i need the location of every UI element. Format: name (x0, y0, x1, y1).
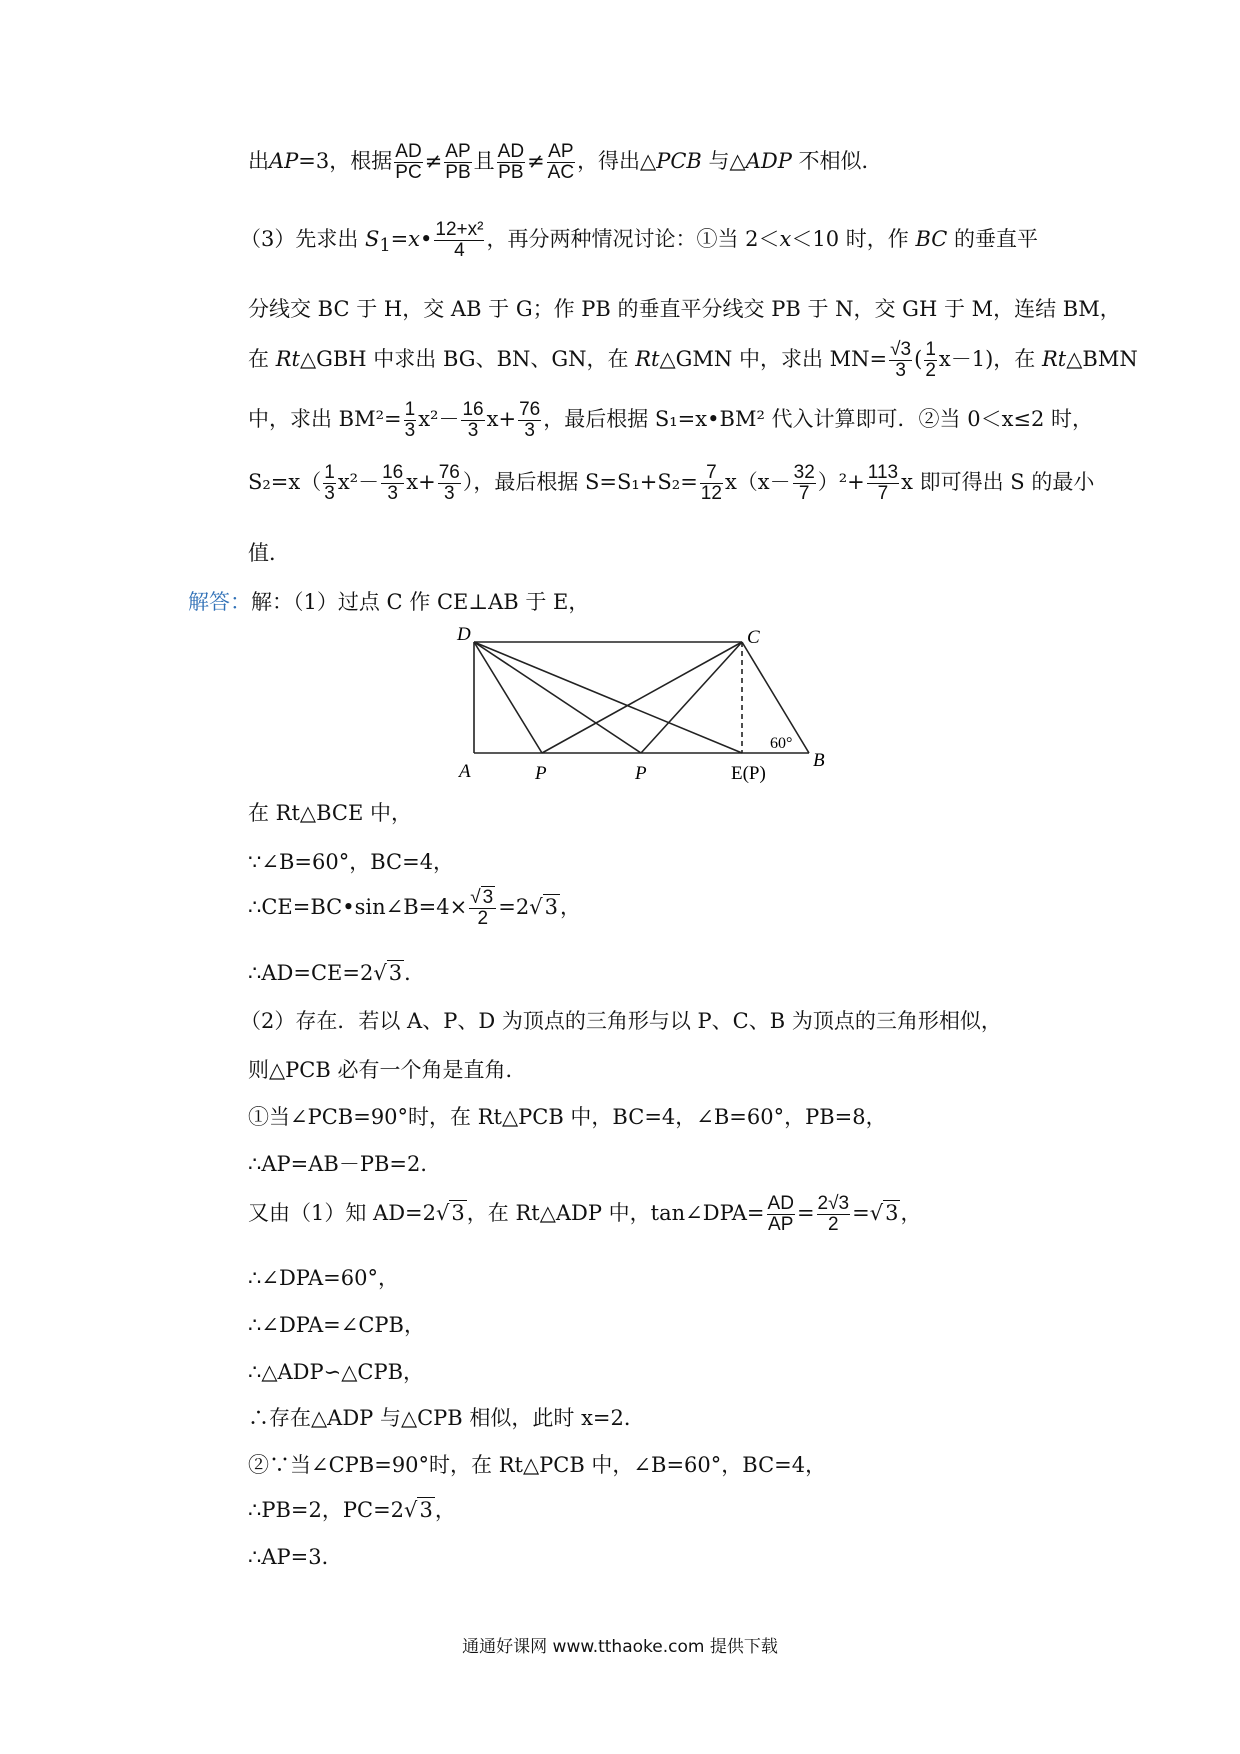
geometry-figure (455, 622, 855, 792)
analysis-line-3: 分线交 BC 于 H，交 AB 于 G；作 PB 的垂直平分线交 PB 于 N，交 GH 于 M，连结 BM， (248, 297, 1121, 321)
analysis-line-5: 中，求出 BM²= $\frac{1}{3}$ x²－ $\frac{16}{3}$ x+ $\frac{76}{3}$ ，最后根据 S₁=x•BM² 代入计算即可．②当 0＜x≤2 时， (248, 399, 1094, 441)
solution-line-14: ②∵当∠CPB=90°时，在 Rt△PCB 中，∠B=60°，BC=4， (248, 1453, 827, 1477)
solution-line-11: ∴∠DPA=∠CPB， (248, 1313, 425, 1337)
label-d: D (457, 624, 471, 645)
solution-line-12: ∴△ADP∽△CPB， (248, 1360, 425, 1384)
solution-heading: 解答：解：（1）过点 C 作 CE⊥AB 于 E， (188, 590, 590, 614)
solution-line-3: ∴CE=BC•sin∠B=4× $\frac{√ 3}{2}$ =2√3， (248, 887, 581, 929)
solution-line-1: 在 Rt△BCE 中， (248, 801, 412, 825)
label-p2: P (635, 763, 647, 784)
analysis-line-7: 值． (248, 541, 290, 565)
analysis-line-1: 出AP=3，根据 $\frac{AD}{PC}$ ≠ $\frac{AP}{PB}$ 且 $\frac{AD}{PB}$ ≠ $\frac{AP}{AC}$ ，得出△PCB 与△ADP 不相似． (248, 141, 883, 183)
analysis-line-6: S₂=x（ $\frac{1}{3}$ x²－ $\frac{16}{3}$ x+ $\frac{76}{3}$ ），最后根据 S=S₁+S₂= $\frac{7}{12}$ x（x－ $\frac{32}{7}$ ）²+ $\frac{113}{7}$ x 即可得出 S 的最小 (248, 462, 1095, 504)
solution-line-6: 则△PCB 必有一个角是直角． (248, 1058, 527, 1082)
fraction-12-x2-4: $\frac{\text{12+x²}}{4}$ (435, 219, 484, 261)
edge-dp2 (474, 642, 641, 753)
page-footer: 通通好课网 www.tthaoke.com 提供下载 (462, 1637, 778, 1657)
fraction-ad-pb: $\frac{AD}{PB}$ (497, 141, 525, 183)
edge-cp1 (542, 642, 742, 753)
solution-line-16: ∴AP=3． (248, 1545, 343, 1569)
fraction-ap-ac: $\frac{AP}{AC}$ (547, 141, 575, 183)
label-c: C (747, 627, 760, 648)
label-e: E(P) (731, 763, 766, 784)
analysis-line-2: （3）先求出 $S_1=x•$ $\frac{\text{12+x²}}{4}$ ，再分两种情况讨论：①当 2＜x＜10 时，作 BC 的垂直平 (240, 219, 1039, 261)
solution-line-9: 又由（1）知 AD=2√3，在 Rt△ADP 中，tan∠DPA= $\frac{AD}{AP}$ = $\frac{2√3}{2}$ =√3， (248, 1193, 922, 1235)
edge-de (474, 642, 742, 753)
solution-line-4: ∴AD=CE=2√3． (248, 961, 426, 985)
solution-line-7: ①当∠PCB=90°时，在 Rt△PCB 中，BC=4，∠B=60°，PB=8， (248, 1105, 887, 1129)
edge-dp1 (474, 642, 542, 753)
label-angle-60: 60° (770, 735, 793, 752)
solution-line-13: ∴存在△ADP 与△CPB 相似，此时 x=2． (248, 1406, 645, 1430)
fraction-ap-pb: $\frac{AP}{PB}$ (445, 141, 471, 183)
solution-line-8: ∴AP=AB－PB=2． (248, 1152, 442, 1176)
solution-line-2: ∵∠B=60°，BC=4， (248, 850, 455, 874)
edge-cp2 (641, 642, 742, 753)
label-a: A (459, 761, 471, 782)
label-p1: P (535, 763, 547, 784)
label-b: B (813, 750, 825, 771)
solution-label: 解答： (188, 590, 251, 614)
solution-line-15: ∴PB=2，PC=2√3， (248, 1498, 456, 1522)
solution-line-10: ∴∠DPA=60°， (248, 1266, 399, 1290)
solution-line-5: （2）存在．若以 A、P、D 为顶点的三角形与以 P、C、B 为顶点的三角形相似， (240, 1009, 1002, 1033)
fraction-ad-pc: $\frac{AD}{PC}$ (395, 141, 422, 183)
analysis-line-4: 在 Rt△GBH 中求出 BG、BN、GN，在 Rt△GMN 中，求出 MN= $\frac{√3}{3}$ ( $\frac{1}{2}$ x－1)，在 Rt△BMN (248, 339, 1138, 381)
